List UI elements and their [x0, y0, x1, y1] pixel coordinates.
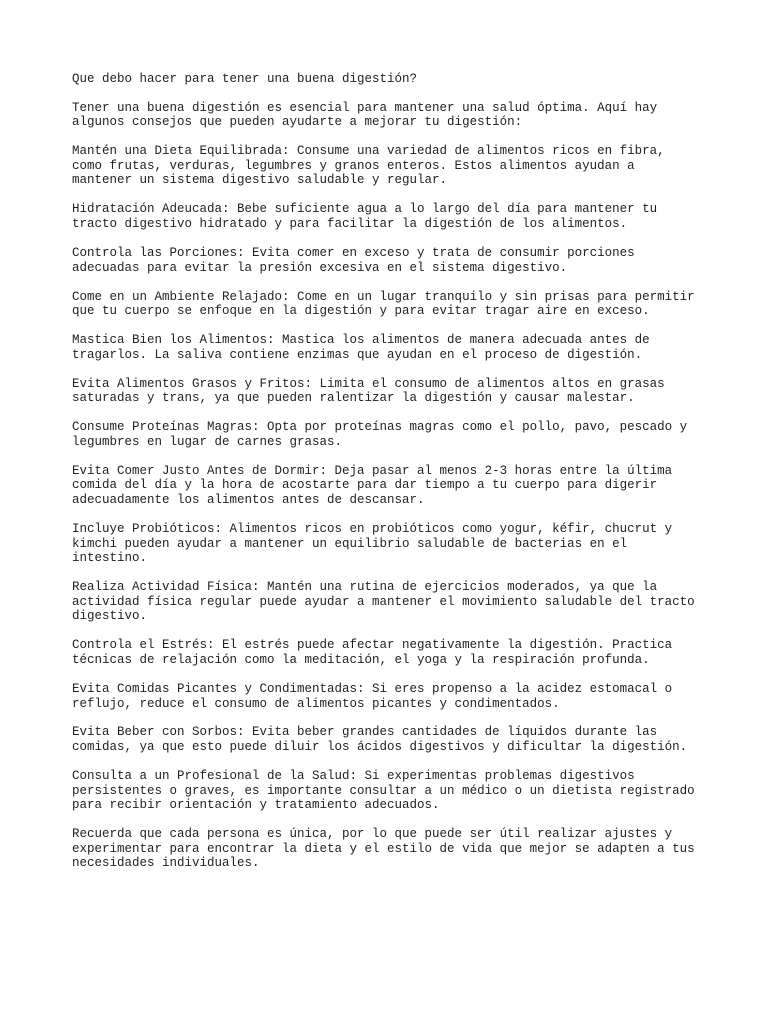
intro-paragraph: Tener una buena digestión es esencial para mantener una salud óptima. Aquí hay algunos consejos que pueden ayudarte a mejorar tu digestión:	[72, 100, 658, 130]
tip-paragraph-professional: Consulta a un Profesional de la Salud: Si experimentas problemas digestivos persistentes o graves, es importante consultar a un médico o un dietista registrado para recibir orientación y tratamiento adecuados.	[72, 769, 695, 813]
tip-paragraph-exercise: Realiza Actividad Física: Mantén una rutina de ejercicios moderados, ya que la actividad física regular puede ayudar a mantener el movimiento saludable del tracto digestivo.	[72, 580, 695, 624]
tip-paragraph-diet: Mantén una Dieta Equilibrada: Consume una variedad de alimentos ricos en fibra, como frutas, verduras, legumbres y granos enteros. Estos alimentos ayudan a mantener un sistema digestivo saludable y regular.	[72, 144, 665, 188]
tip-paragraph-drinking: Evita Beber con Sorbos: Evita beber grandes cantidades de líquidos durante las comidas, ya que esto puede diluir los ácidos digestivos y dificultar la digestión.	[72, 725, 688, 755]
tip-paragraph-stress: Controla el Estrés: El estrés puede afectar negativamente la digestión. Practica técnicas de relajación como la meditación, el yoga y la respiración profunda.	[72, 638, 673, 667]
tip-paragraph-proteins: Consume Proteínas Magras: Opta por proteínas magras como el pollo, pavo, pescado y legumbres en lugar de carnes grasas.	[72, 420, 688, 449]
tip-paragraph-probiotics: Incluye Probióticos: Alimentos ricos en probióticos como yogur, kéfir, chucrut y kimchi pueden ayudar a mantener un equilibrio saludable de bacterias en el intestino.	[72, 521, 673, 566]
tip-paragraph-chewing: Mastica Bien los Alimentos: Mastica los alimentos de manera adecuada antes de tragarlos. La saliva contiene enzimas que ayudan en el proceso de digestión.	[72, 333, 650, 362]
document-title: Que debo hacer para tener una buena digestión?	[72, 72, 418, 86]
document-page	[72, 72, 702, 885]
tip-paragraph-hydration: Hidratación Adeucada: Bebe suficiente agua a lo largo del día para mantener tu tracto digestivo hidratado y para facilitar la digestión de los alimentos.	[72, 202, 658, 231]
tip-paragraph-fatty-foods: Evita Alimentos Grasos y Fritos: Limita el consumo de alimentos altos en grasas saturadas y trans, ya que pueden ralentizar la digestión y causar malestar.	[72, 376, 665, 406]
closing-paragraph: Recuerda que cada persona es única, por lo que puede ser útil realizar ajustes y experimentar para encontrar la dieta y el estilo de vida que mejor se adapten a tus necesidades individuales.	[72, 827, 695, 871]
tip-paragraph-before-sleep: Evita Comer Justo Antes de Dormir: Deja pasar al menos 2-3 horas entre la última comida del día y la hora de acostarte para dar tiempo a tu cuerpo para digerir adecuadamente los alimentos antes de descansar.	[72, 463, 673, 507]
tip-paragraph-spicy-foods: Evita Comidas Picantes y Condimentadas: Si eres propenso a la acidez estomacal o reflujo, reduce el consumo de alimentos picantes y condimentados.	[72, 681, 673, 711]
tip-paragraph-portions: Controla las Porciones: Evita comer en exceso y trata de consumir porciones adecuadas para evitar la presión excesiva en el sistema digestivo.	[72, 245, 635, 275]
tip-paragraph-environment: Come en un Ambiente Relajado: Come en un lugar tranquilo y sin prisas para permitir que tu cuerpo se enfoque en la digestión y para evitar tragar aire en exceso.	[72, 289, 695, 319]
